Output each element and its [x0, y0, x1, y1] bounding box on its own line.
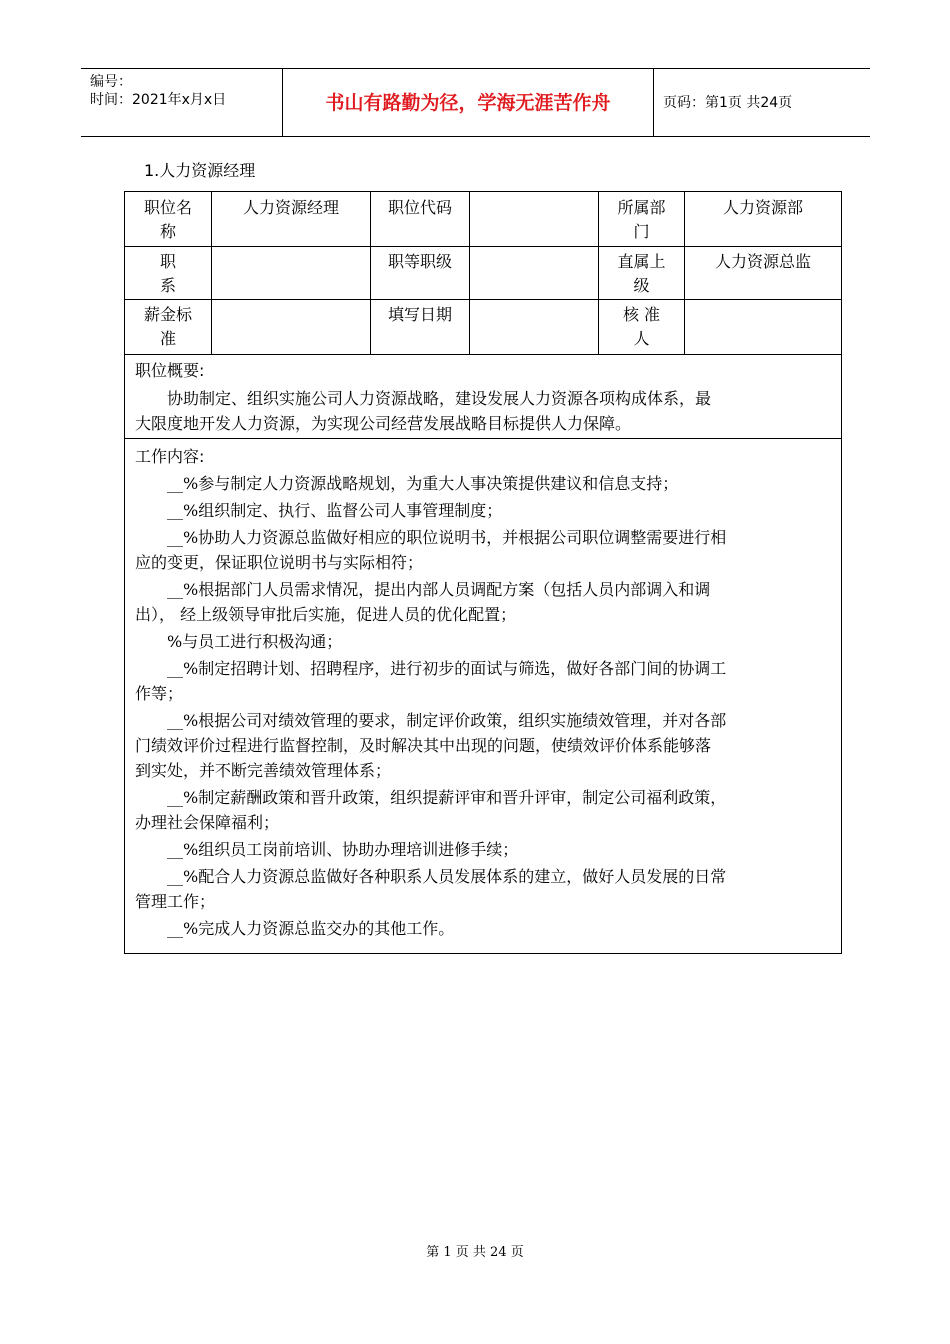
value-department: 人力资源部 [722, 198, 803, 217]
list-item-line: __%根据公司对绩效管理的要求，制定评价政策，组织实施绩效管理，并对各部 [167, 711, 727, 730]
list-item-line: __%制定招聘计划、招聘程序，进行初步的面试与筛选，做好各部门间的协调工 [167, 659, 727, 678]
list-item-line: __%协助人力资源总监做好相应的职位说明书，并根据公司职位调整需要进行相 [167, 528, 727, 547]
list-item [135, 785, 829, 835]
list-item-line: 到实处，并不断完善绩效管理体系； [135, 761, 392, 780]
label-line: 称 [159, 222, 176, 241]
list-item [135, 656, 829, 706]
label-line: 职 [159, 252, 176, 271]
list-item-line: 办理社会保障福利； [135, 813, 280, 832]
list-item-line: 作等； [135, 684, 184, 703]
summary-line: 大限度地开发人力资源，为实现公司经营发展战略目标提供人力保障。 [135, 414, 632, 433]
table-divider [469, 192, 470, 354]
work-content-section [124, 439, 842, 954]
list-item-line: 出）， 经上级领导审批后实施，促进人员的优化配置； [135, 605, 517, 624]
list-item [135, 498, 829, 523]
label-line: 准 [159, 329, 176, 348]
label-line: 薪金标 [143, 305, 192, 324]
header-motto-cell [282, 69, 654, 136]
work-heading: 工作内容: [135, 447, 205, 466]
header-info-cell [81, 69, 281, 136]
summary-text [135, 386, 829, 436]
list-item-line: __%制定薪酬政策和晋升政策，组织提薪评审和晋升评审，制定公司福利政策， [167, 788, 727, 807]
table-divider [125, 299, 841, 300]
value-direct-supervisor: 人力资源总监 [714, 252, 811, 271]
label-line: 人 [633, 329, 650, 348]
work-list [135, 471, 829, 941]
section-title: 1.人力资源经理 [144, 161, 256, 180]
header-page-cell [653, 69, 870, 136]
page-label: 页码：第1页 共24页 [663, 95, 793, 111]
list-item-line: 门绩效评价过程进行监督控制，及时解决其中出现的问题，使绩效评价体系能够落 [135, 736, 712, 755]
label-fill-date: 填写日期 [387, 305, 452, 324]
list-item-line: 管理工作； [135, 892, 216, 911]
label-line: 所属部 [617, 198, 666, 217]
list-item [135, 629, 829, 654]
list-item-line: __%组织制定、执行、监督公司人事管理制度； [167, 501, 503, 520]
summary-section [124, 355, 842, 439]
list-item [135, 525, 829, 575]
list-item [135, 708, 829, 783]
list-item-line: __%配合人力资源总监做好各种职系人员发展体系的建立，做好人员发展的日常 [167, 867, 727, 886]
page-footer: 第 1 页 共 24 页 [426, 1245, 524, 1260]
label-approver [599, 303, 684, 351]
table-divider [125, 246, 841, 247]
position-info-table [124, 191, 842, 355]
label-position-code: 职位代码 [387, 198, 452, 217]
label-line: 直属上 [617, 252, 666, 271]
label-line: 职位名 [143, 198, 192, 217]
label-line: 门 [633, 222, 650, 241]
label-salary-standard [125, 303, 211, 351]
list-item [135, 577, 829, 627]
label-line: 核 准 [622, 305, 661, 324]
summary-line: 协助制定、组织实施公司人力资源战略，建设发展人力资源各项构成体系，最 [167, 389, 712, 408]
list-item [135, 864, 829, 914]
label-grade-level: 职等职级 [387, 252, 452, 271]
summary-heading: 职位概要: [135, 361, 205, 380]
list-item-line: %与员工进行积极沟通； [167, 632, 343, 651]
list-item-line: __%完成人力资源总监交办的其他工作。 [167, 919, 455, 938]
value-position-name: 人力资源经理 [242, 198, 339, 217]
label-job-family [125, 250, 211, 298]
document-header [81, 68, 870, 137]
label-department [599, 196, 684, 244]
label-direct-supervisor [599, 250, 684, 298]
time-label: 时间：2021年x月x日 [90, 92, 227, 108]
list-item-line: __%根据部门人员需求情况，提出内部人员调配方案（包括人员内部调入和调 [167, 580, 711, 599]
list-item-line: __%参与制定人力资源战略规划，为重大人事决策提供建议和信息支持； [167, 474, 679, 493]
list-item [135, 837, 829, 862]
list-item-line: __%组织员工岗前培训、协助办理培训进修手续； [167, 840, 519, 859]
label-line: 级 [633, 276, 650, 295]
label-line: 系 [159, 276, 176, 295]
list-item [135, 916, 829, 941]
number-label: 编号： [90, 74, 132, 90]
label-position-name [125, 196, 211, 244]
motto: 书山有路勤为径，学海无涯苦作舟 [325, 92, 611, 114]
list-item [135, 471, 829, 496]
list-item-line: 应的变更，保证职位说明书与实际相符； [135, 553, 424, 572]
